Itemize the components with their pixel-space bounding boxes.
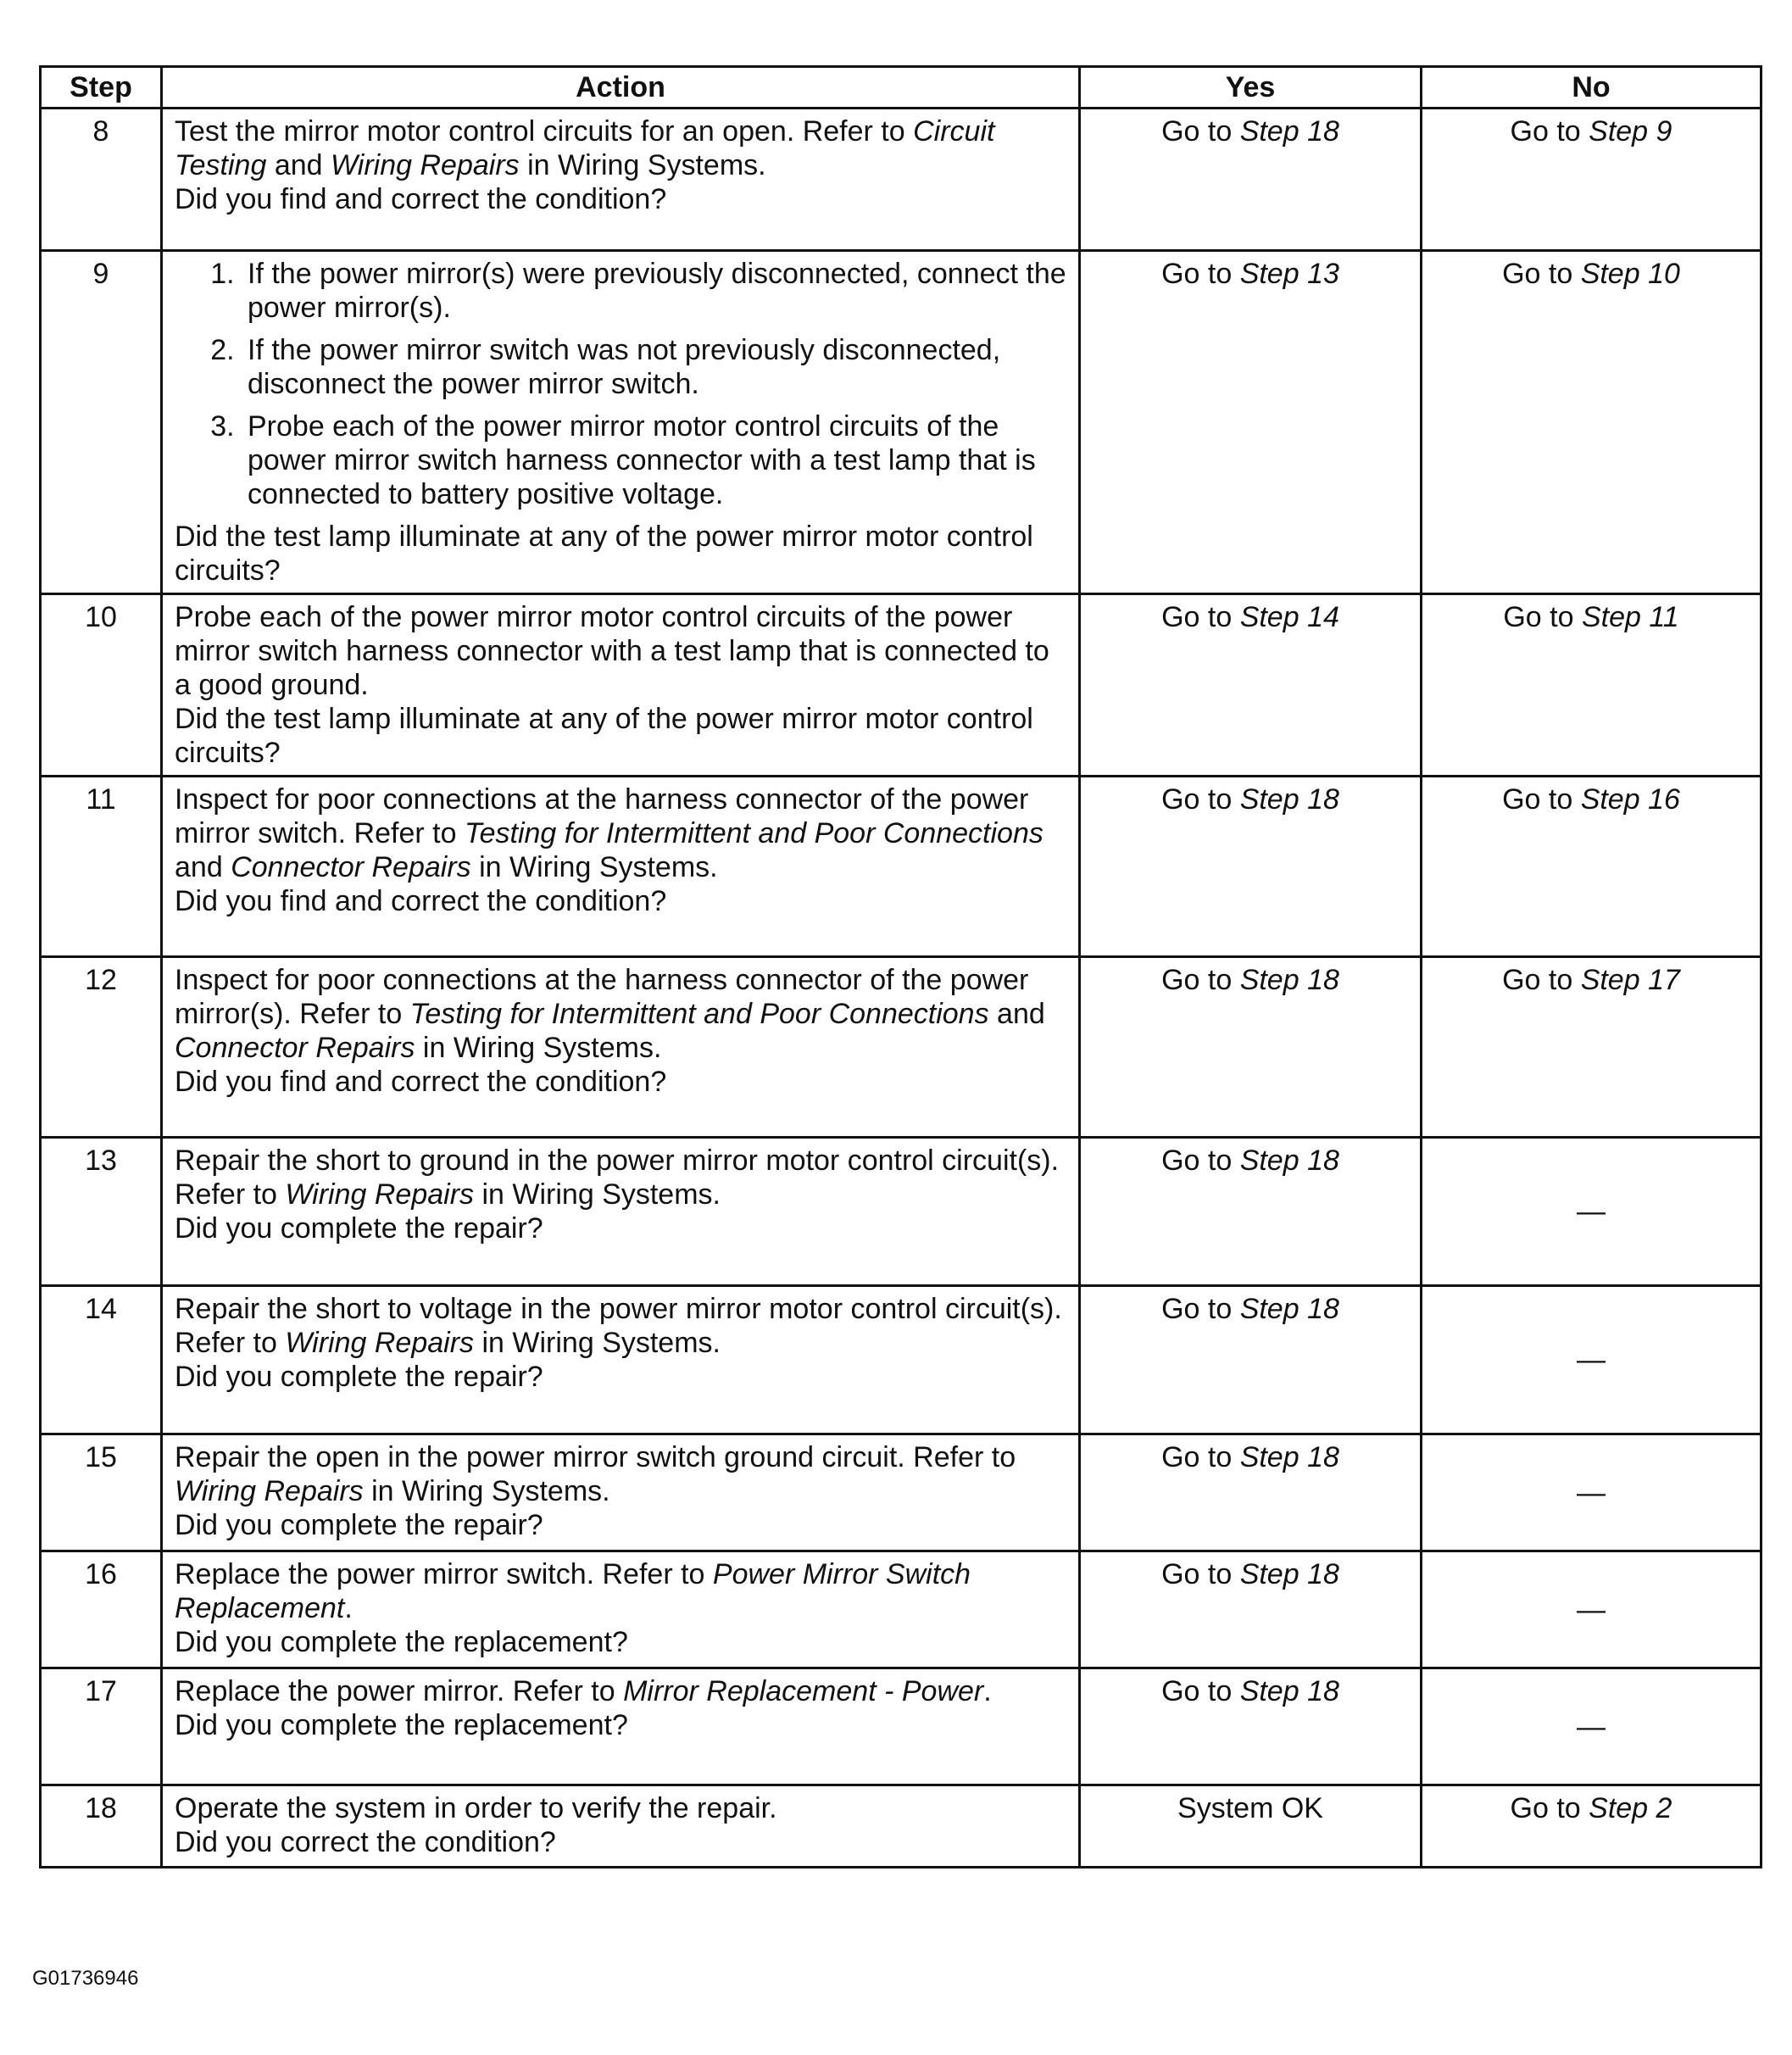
no-cell: — <box>1422 1286 1761 1434</box>
yes-cell: Go to Step 18 <box>1080 1138 1422 1286</box>
action-question: Did the test lamp illuminate at any of the power mirror motor control circuits? <box>175 703 1033 769</box>
action-question: Did the test lamp illuminate at any of the power mirror motor control circuits? <box>175 521 1033 587</box>
step-number: 15 <box>41 1434 162 1551</box>
diagnostic-table <box>39 65 1762 1868</box>
action-text: Replace the power mirror switch. Refer to Power Mirror Switch Replacement. <box>175 1558 971 1624</box>
table-row <box>41 777 1761 957</box>
no-cell: — <box>1422 1434 1761 1551</box>
step-number: 12 <box>41 957 162 1138</box>
action-text: Inspect for poor connections at the harness connector of the power mirror(s). Refer to Testing for Intermittent and Poor Connections and Connector Repairs in Wiring Systems. <box>175 964 1045 1064</box>
action-question: Did you complete the repair? <box>175 1212 543 1245</box>
table-row <box>41 1286 1761 1434</box>
step-number: 16 <box>41 1551 162 1668</box>
yes-cell: Go to Step 18 <box>1080 957 1422 1138</box>
action-question: Did you complete the repair? <box>175 1509 543 1541</box>
step-number: 18 <box>41 1785 162 1868</box>
action-text: Replace the power mirror. Refer to Mirror Replacement - Power. <box>175 1675 992 1707</box>
action-cell <box>162 1785 1080 1868</box>
table-row <box>41 251 1761 594</box>
yes-cell: Go to Step 13 <box>1080 251 1422 594</box>
figure-id: G01736946 <box>32 1967 139 1990</box>
yes-cell: Go to Step 14 <box>1080 594 1422 777</box>
action-text: Repair the open in the power mirror switch ground circuit. Refer to Wiring Repairs in Wiring Systems. <box>175 1441 1016 1507</box>
yes-cell: Go to Step 18 <box>1080 1434 1422 1551</box>
header-row <box>41 67 1761 109</box>
action-text: Test the mirror motor control circuits for an open. Refer to Circuit Testing and Wiring Repairs in Wiring Systems. <box>175 115 995 181</box>
table-row <box>41 1551 1761 1668</box>
action-cell <box>162 957 1080 1138</box>
table-row <box>41 957 1761 1138</box>
table-row <box>41 594 1761 777</box>
action-text: Inspect for poor connections at the harness connector of the power mirror switch. Refer to Testing for Intermittent and Poor Connections and Connector Repairs in Wiring Systems. <box>175 783 1043 883</box>
no-cell: — <box>1422 1668 1761 1785</box>
yes-cell: Go to Step 18 <box>1080 777 1422 957</box>
action-text: Probe each of the power mirror motor control circuits of the power mirror switch harness connector with a test lamp that is connected to a good ground. <box>175 601 1049 701</box>
list-item: 3. Probe each of the power mirror motor control circuits of the power mirror switch harness connector with a test lamp that is connected to battery positive voltage. <box>242 409 1066 511</box>
action-text: Repair the short to voltage in the power mirror motor control circuit(s). Refer to Wiring Repairs in Wiring Systems. <box>175 1293 1062 1359</box>
action-cell <box>162 1138 1080 1286</box>
action-cell <box>162 109 1080 251</box>
no-cell: Go to Step 2 <box>1422 1785 1761 1868</box>
action-text: Operate the system in order to verify the repair. <box>175 1792 777 1824</box>
step-number: 11 <box>41 777 162 957</box>
yes-cell: Go to Step 18 <box>1080 1286 1422 1434</box>
no-cell: Go to Step 17 <box>1422 957 1761 1138</box>
action-question: Did you find and correct the condition? <box>175 1066 667 1098</box>
table-row <box>41 1138 1761 1286</box>
step-number: 9 <box>41 251 162 594</box>
action-steps-list <box>175 257 1066 520</box>
yes-cell: System OK <box>1080 1785 1422 1868</box>
step-number: 8 <box>41 109 162 251</box>
action-cell <box>162 1286 1080 1434</box>
yes-cell: Go to Step 18 <box>1080 1551 1422 1668</box>
action-question: Did you find and correct the condition? <box>175 183 667 215</box>
table-row <box>41 1785 1761 1868</box>
step-number: 17 <box>41 1668 162 1785</box>
no-cell: Go to Step 11 <box>1422 594 1761 777</box>
action-cell <box>162 1668 1080 1785</box>
header-step: Step <box>41 67 162 109</box>
action-cell <box>162 1551 1080 1668</box>
list-item: 1. If the power mirror(s) were previously disconnected, connect the power mirror(s). <box>242 257 1066 325</box>
no-cell: Go to Step 10 <box>1422 251 1761 594</box>
step-number: 13 <box>41 1138 162 1286</box>
step-number: 10 <box>41 594 162 777</box>
action-cell <box>162 1434 1080 1551</box>
header-no: No <box>1422 67 1761 109</box>
action-cell <box>162 777 1080 957</box>
header-action: Action <box>162 67 1080 109</box>
yes-cell: Go to Step 18 <box>1080 1668 1422 1785</box>
action-cell <box>162 594 1080 777</box>
no-cell: — <box>1422 1551 1761 1668</box>
table-row <box>41 1668 1761 1785</box>
table-row <box>41 109 1761 251</box>
action-question: Did you find and correct the condition? <box>175 885 667 917</box>
action-question: Did you complete the repair? <box>175 1361 543 1393</box>
step-number: 14 <box>41 1286 162 1434</box>
no-cell: Go to Step 16 <box>1422 777 1761 957</box>
no-cell: — <box>1422 1138 1761 1286</box>
yes-cell: Go to Step 18 <box>1080 109 1422 251</box>
action-text: Repair the short to ground in the power mirror motor control circuit(s). Refer to Wiring Repairs in Wiring Systems. <box>175 1144 1060 1211</box>
table-row <box>41 1434 1761 1551</box>
action-question: Did you complete the replacement? <box>175 1709 628 1741</box>
list-item: 2. If the power mirror switch was not previously disconnected, disconnect the power mirror switch. <box>242 333 1066 401</box>
header-yes: Yes <box>1080 67 1422 109</box>
action-question: Did you complete the replacement? <box>175 1626 628 1658</box>
no-cell: Go to Step 9 <box>1422 109 1761 251</box>
action-question: Did you correct the condition? <box>175 1826 556 1858</box>
action-cell <box>162 251 1080 594</box>
